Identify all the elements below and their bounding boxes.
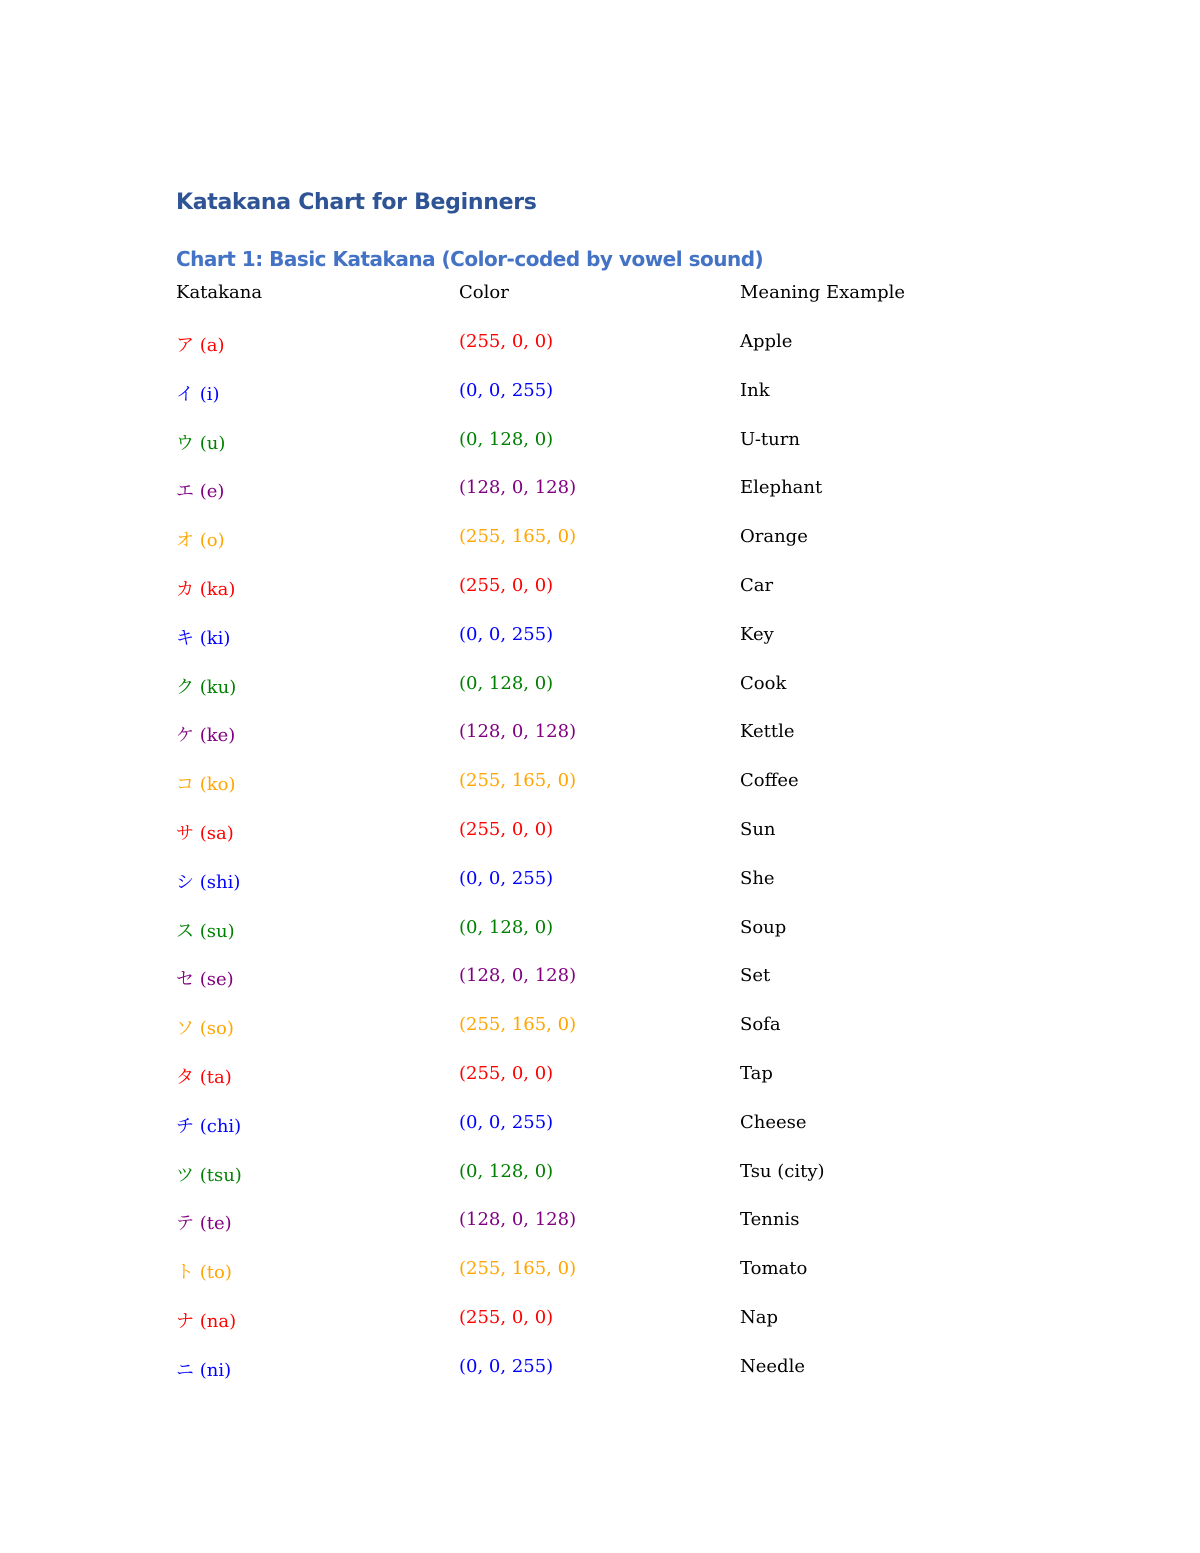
table-header [176, 282, 1076, 312]
katakana-cell: サ (sa) [176, 823, 234, 844]
meaning-cell: Cook [740, 672, 787, 694]
katakana-cell: チ (chi) [176, 1115, 242, 1137]
meaning-cell: Elephant [740, 477, 823, 499]
color-cell: (255, 165, 0) [459, 1014, 577, 1036]
katakana-cell: ト (to) [176, 1262, 232, 1284]
color-cell: (255, 0, 0) [459, 331, 554, 352]
color-cell: (255, 165, 0) [459, 526, 577, 548]
table-row [176, 1258, 1076, 1288]
table-row [176, 477, 1076, 507]
katakana-cell: キ (ki) [176, 627, 231, 649]
meaning-cell: Cheese [740, 1111, 807, 1133]
table-row [176, 575, 1076, 605]
meaning-cell: Soup [740, 916, 787, 938]
header-katakana: Katakana [176, 282, 263, 303]
katakana-cell: エ (e) [176, 481, 225, 503]
table-row [176, 965, 1076, 995]
chart-title: Chart 1: Basic Katakana (Color-coded by vowel sound) [176, 247, 764, 271]
katakana-cell: コ (ko) [176, 774, 236, 796]
color-cell: (0, 0, 255) [459, 379, 554, 401]
table-row [176, 429, 1076, 459]
color-cell: (0, 128, 0) [459, 672, 554, 694]
meaning-cell: Coffee [740, 770, 799, 792]
meaning-cell: Car [740, 575, 774, 596]
katakana-cell: ウ (u) [176, 432, 226, 454]
table-row [176, 819, 1076, 849]
table-row [176, 770, 1076, 800]
meaning-cell: Sun [740, 819, 776, 840]
table-row [176, 1014, 1076, 1044]
meaning-cell: Nap [740, 1307, 779, 1328]
color-cell: (128, 0, 128) [459, 477, 577, 499]
table-row [176, 917, 1076, 947]
page-title: Katakana Chart for Beginners [176, 190, 537, 215]
katakana-cell: セ (se) [176, 969, 234, 991]
katakana-cell: ニ (ni) [176, 1359, 232, 1381]
meaning-cell: Tap [740, 1063, 773, 1084]
meaning-cell: Set [740, 965, 771, 987]
color-cell: (255, 0, 0) [459, 819, 554, 840]
table-row [176, 1209, 1076, 1239]
katakana-cell: イ (i) [176, 383, 220, 405]
table-row [176, 331, 1076, 361]
table-row [176, 1161, 1076, 1191]
color-cell: (255, 0, 0) [459, 1063, 554, 1084]
header-color: Color [459, 282, 509, 303]
color-cell: (128, 0, 128) [459, 1209, 577, 1231]
color-cell: (255, 0, 0) [459, 1307, 554, 1328]
katakana-cell: タ (ta) [176, 1067, 232, 1088]
color-cell: (0, 0, 255) [459, 1355, 554, 1377]
meaning-cell: Ink [740, 379, 770, 401]
meaning-cell: She [740, 867, 775, 889]
meaning-cell: Sofa [740, 1014, 781, 1036]
katakana-cell: オ (o) [176, 530, 225, 552]
meaning-cell: U-turn [740, 428, 800, 450]
katakana-cell: テ (te) [176, 1213, 232, 1235]
color-cell: (255, 165, 0) [459, 1258, 577, 1280]
meaning-cell: Key [740, 623, 774, 645]
table-row [176, 526, 1076, 556]
header-meaning: Meaning Example [740, 282, 906, 303]
katakana-cell: ソ (so) [176, 1018, 234, 1040]
katakana-cell: ア (a) [176, 335, 225, 356]
color-cell: (0, 128, 0) [459, 1160, 554, 1182]
meaning-cell: Tennis [740, 1209, 800, 1231]
table-row [176, 1307, 1076, 1337]
table-row [176, 1356, 1076, 1386]
meaning-cell: Tomato [740, 1258, 808, 1280]
katakana-cell: ス (su) [176, 920, 235, 942]
table-row [176, 1112, 1076, 1142]
meaning-cell: Orange [740, 526, 808, 548]
meaning-cell: Kettle [740, 721, 795, 743]
meaning-cell: Apple [740, 331, 793, 352]
table-row [176, 868, 1076, 898]
color-cell: (0, 0, 255) [459, 1111, 554, 1133]
katakana-cell: ナ (na) [176, 1311, 237, 1332]
color-cell: (0, 0, 255) [459, 623, 554, 645]
katakana-cell: シ (shi) [176, 871, 241, 893]
color-cell: (0, 128, 0) [459, 428, 554, 450]
table-row [176, 721, 1076, 751]
color-cell: (0, 0, 255) [459, 867, 554, 889]
katakana-cell: ツ (tsu) [176, 1164, 242, 1186]
katakana-cell: ケ (ke) [176, 725, 236, 747]
table-row [176, 380, 1076, 410]
katakana-cell: ク (ku) [176, 676, 237, 698]
table-row [176, 624, 1076, 654]
color-cell: (0, 128, 0) [459, 916, 554, 938]
meaning-cell: Tsu (city) [740, 1160, 825, 1182]
color-cell: (128, 0, 128) [459, 721, 577, 743]
meaning-cell: Needle [740, 1355, 805, 1377]
table-row [176, 1063, 1076, 1093]
color-cell: (255, 0, 0) [459, 575, 554, 596]
color-cell: (255, 165, 0) [459, 770, 577, 792]
katakana-cell: カ (ka) [176, 579, 236, 600]
color-cell: (128, 0, 128) [459, 965, 577, 987]
table-row [176, 673, 1076, 703]
